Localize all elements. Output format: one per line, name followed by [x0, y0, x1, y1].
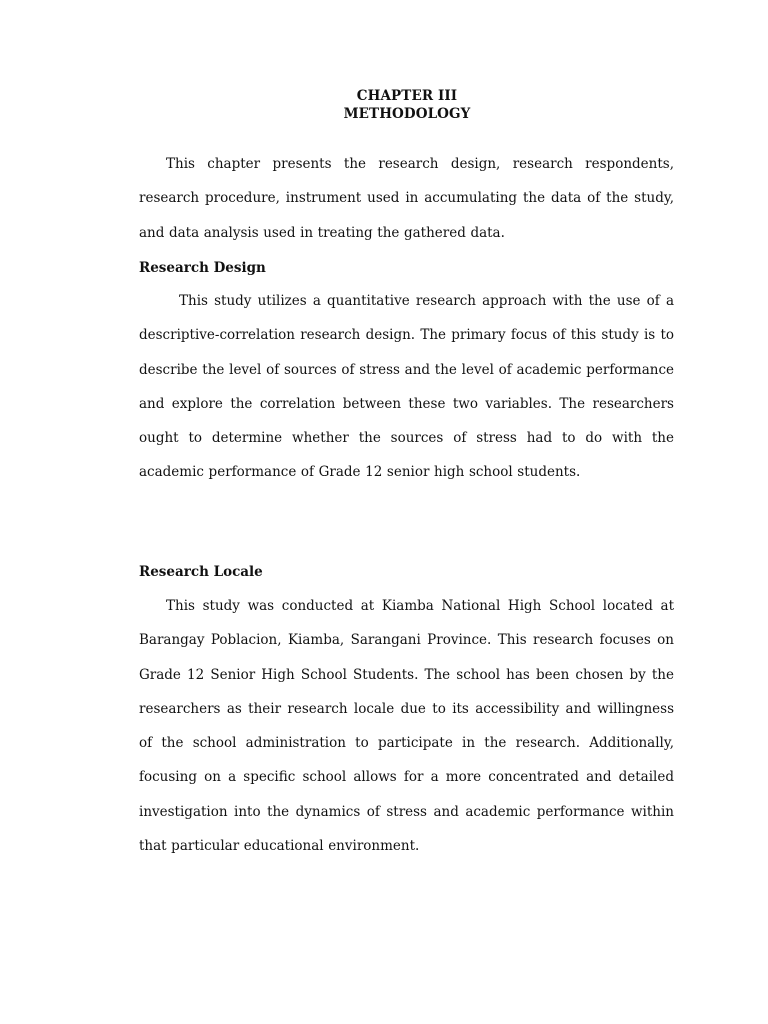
chapter-title: METHODOLOGY	[343, 106, 471, 122]
research-design-paragraph: This study utilizes a quantitative research approach with the use of a descriptive-correlation research design. The primary focus of this study is to describe the level of sources of stress and the level of academic performance and explore the correlation between these two variables. The researchers ought to determine whether the sources of stress had to do with the academic performance of Grade 12 senior high school students.	[139, 293, 674, 481]
section-heading-research-design: Research Design	[139, 260, 266, 276]
intro-paragraph: This chapter presents the research design, research respondents, research procedure, instrument used in accumulating the data of the study, and data analysis used in treating the gathered data.	[139, 156, 674, 241]
section-heading-research-locale: Research Locale	[139, 564, 263, 580]
research-locale-paragraph: This study was conducted at Kiamba National High School located at Barangay Poblacion, Kiamba, Sarangani Province. This research focuses on Grade 12 Senior High School Students. The school has been chosen by the researchers as their research locale due to its accessibility and willingness of the school administration to participate in the research. Additionally, focusing on a specific school allows for a more concentrated and detailed investigation into the dynamics of stress and academic performance within that particular educational environment.	[139, 598, 674, 855]
chapter-number: CHAPTER III	[356, 88, 458, 104]
